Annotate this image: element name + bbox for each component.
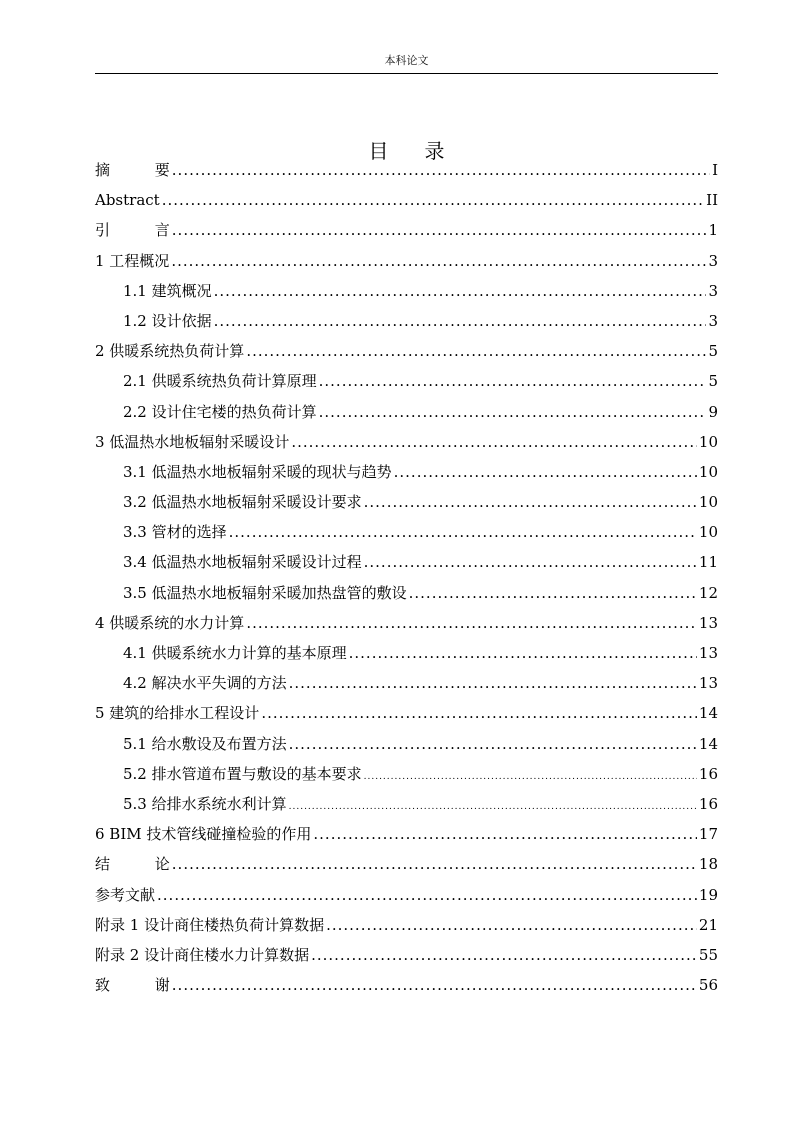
toc-entry-page-number: 1 <box>708 221 718 240</box>
toc-entry-page-number: 13 <box>698 613 718 632</box>
toc-dot-leader <box>364 487 697 517</box>
toc-entry[interactable] <box>95 880 718 910</box>
toc-entry-page-number: 14 <box>698 704 718 723</box>
toc-dot-leader <box>214 306 707 336</box>
toc-dot-leader <box>289 668 697 698</box>
toc-entry-page-number: 3 <box>708 311 718 330</box>
toc-entry[interactable] <box>95 849 718 879</box>
toc-entry-page-number: 10 <box>698 462 718 481</box>
toc-dot-leader <box>289 729 697 759</box>
toc-entry-page-number: 10 <box>698 493 718 512</box>
toc-entry-page-number: 18 <box>698 855 718 874</box>
toc-dot-leader <box>172 215 707 245</box>
toc-entry-page-number: 10 <box>698 432 718 451</box>
toc-entry-label: 1.1 建筑概况 <box>123 281 212 300</box>
running-header: 本科论文 <box>384 54 429 67</box>
toc-dot-leader <box>311 940 697 970</box>
toc-entry-label: 2.2 设计住宅楼的热负荷计算 <box>123 402 317 421</box>
toc-entry[interactable] <box>95 185 718 215</box>
toc-dot-leader <box>162 185 704 215</box>
toc-entry[interactable] <box>95 668 718 698</box>
toc-entry[interactable] <box>95 366 718 396</box>
toc-dot-leader <box>171 246 706 276</box>
toc-entry[interactable] <box>95 427 718 457</box>
toc-dot-leader <box>214 276 707 306</box>
toc-dot-leader <box>246 608 697 638</box>
toc-entry[interactable] <box>95 547 718 577</box>
toc-entry[interactable] <box>95 306 718 336</box>
toc-entry[interactable] <box>95 638 718 668</box>
toc-entry[interactable] <box>95 457 718 487</box>
toc-entry[interactable] <box>95 276 718 306</box>
toc-entry[interactable] <box>95 940 718 970</box>
toc-entry-label: 6 BIM 技术管线碰撞检验的作用 <box>95 825 312 844</box>
toc-dot-leader <box>364 547 697 577</box>
toc-entry[interactable] <box>95 397 718 427</box>
toc-entry-label: 摘 要 <box>95 161 170 179</box>
toc-entry-page-number: 11 <box>698 553 718 572</box>
toc-entry-label: 3.3 管材的选择 <box>123 523 227 542</box>
toc-list <box>95 155 718 1000</box>
toc-dot-leader <box>172 849 697 879</box>
toc-entry-page-number: 5 <box>708 342 718 361</box>
toc-entry-page-number: II <box>706 191 718 210</box>
toc-entry[interactable] <box>95 517 718 547</box>
toc-entry-label: 附录 1 设计商住楼热负荷计算数据 <box>95 915 325 934</box>
toc-entry-page-number: 55 <box>698 945 718 964</box>
toc-entry-label: 3.5 低温热水地板辐射采暖加热盘管的敷设 <box>123 583 407 602</box>
toc-entry[interactable] <box>95 487 718 517</box>
toc-entry[interactable] <box>95 578 718 608</box>
toc-entry-page-number: 16 <box>698 794 718 813</box>
toc-entry-label: 5.2 排水管道布置与敷设的基本要求 <box>123 764 362 783</box>
toc-entry-label: 5.1 给水敷设及布置方法 <box>123 734 287 753</box>
toc-entry-label: 1 工程概况 <box>95 251 170 270</box>
toc-dot-leader <box>319 397 707 427</box>
toc-dot-leader <box>229 517 697 547</box>
toc-dot-leader <box>246 336 706 366</box>
toc-entry-page-number: 13 <box>698 644 718 662</box>
toc-entry-page-number: I <box>712 161 718 179</box>
toc-entry[interactable] <box>95 246 718 276</box>
toc-dot-leader <box>261 698 697 728</box>
toc-entry-label: 参考文献 <box>95 885 156 904</box>
toc-entry-label: Abstract <box>95 191 160 210</box>
toc-entry-page-number: 12 <box>698 583 718 602</box>
toc-entry-label: 3.4 低温热水地板辐射采暖设计过程 <box>123 553 362 572</box>
toc-entry-page-number: 3 <box>708 251 718 270</box>
toc-entry[interactable] <box>95 970 718 1000</box>
toc-entry-label: 5.3 给排水系统水利计算 <box>123 794 287 813</box>
toc-entry[interactable] <box>95 910 718 940</box>
toc-dot-leader <box>157 880 697 910</box>
toc-entry-label: 引 言 <box>95 221 170 240</box>
toc-entry-label: 5 建筑的给排水工程设计 <box>95 704 260 723</box>
toc-entry[interactable] <box>95 155 718 185</box>
toc-entry[interactable] <box>95 819 718 849</box>
toc-entry-page-number: 19 <box>698 885 718 904</box>
toc-entry-label: 4 供暖系统的水力计算 <box>95 613 245 632</box>
toc-entry-label: 3.1 低温热水地板辐射采暖的现状与趋势 <box>123 462 392 481</box>
toc-entry-page-number: 9 <box>708 402 718 421</box>
toc-dot-leader <box>394 457 697 487</box>
toc-entry-page-number: 5 <box>708 372 718 391</box>
toc-entry-page-number: 56 <box>698 976 718 995</box>
toc-entry-label: 1.2 设计依据 <box>123 311 212 330</box>
toc-entry[interactable] <box>95 215 718 245</box>
toc-entry-page-number: 10 <box>698 523 718 542</box>
toc-entry-label: 4.1 供暖系统水力计算的基本原理 <box>123 644 347 662</box>
toc-entry[interactable] <box>95 336 718 366</box>
toc-entry-page-number: 14 <box>698 734 718 753</box>
toc-entry-label: 附录 2 设计商住楼水力计算数据 <box>95 945 310 964</box>
toc-entry-page-number: 17 <box>698 825 718 844</box>
toc-dot-leader <box>172 155 710 185</box>
toc-entry-label: 3.2 低温热水地板辐射采暖设计要求 <box>123 493 362 512</box>
toc-dot-leader <box>313 819 697 849</box>
toc-dot-leader <box>172 970 697 1000</box>
toc-entry-label: 致 谢 <box>95 976 170 995</box>
toc-title: 目录 <box>368 139 481 164</box>
toc-entry[interactable] <box>95 759 718 789</box>
toc-entry-label: 2 供暖系统热负荷计算 <box>95 342 245 361</box>
toc-dot-leader <box>364 762 697 792</box>
toc-entry-page-number: 21 <box>698 915 718 934</box>
toc-entry-label: 2.1 供暖系统热负荷计算原理 <box>123 372 317 391</box>
toc-entry-label: 4.2 解决水平失调的方法 <box>123 674 287 693</box>
toc-entry-page-number: 3 <box>708 281 718 300</box>
toc-dot-leader <box>349 638 697 668</box>
toc-entry[interactable] <box>95 789 718 819</box>
toc-dot-leader <box>319 366 707 396</box>
toc-entry[interactable] <box>95 608 718 638</box>
toc-entry-page-number: 16 <box>698 764 718 783</box>
toc-entry-label: 结 论 <box>95 855 170 874</box>
header-divider <box>95 73 718 74</box>
toc-entry-label: 3 低温热水地板辐射采暖设计 <box>95 432 290 451</box>
toc-entry-page-number: 13 <box>698 674 718 693</box>
toc-entry[interactable] <box>95 698 718 728</box>
toc-entry[interactable] <box>95 729 718 759</box>
toc-dot-leader <box>326 910 697 940</box>
toc-dot-leader <box>409 578 697 608</box>
toc-dot-leader <box>289 792 697 822</box>
toc-dot-leader <box>291 427 697 457</box>
